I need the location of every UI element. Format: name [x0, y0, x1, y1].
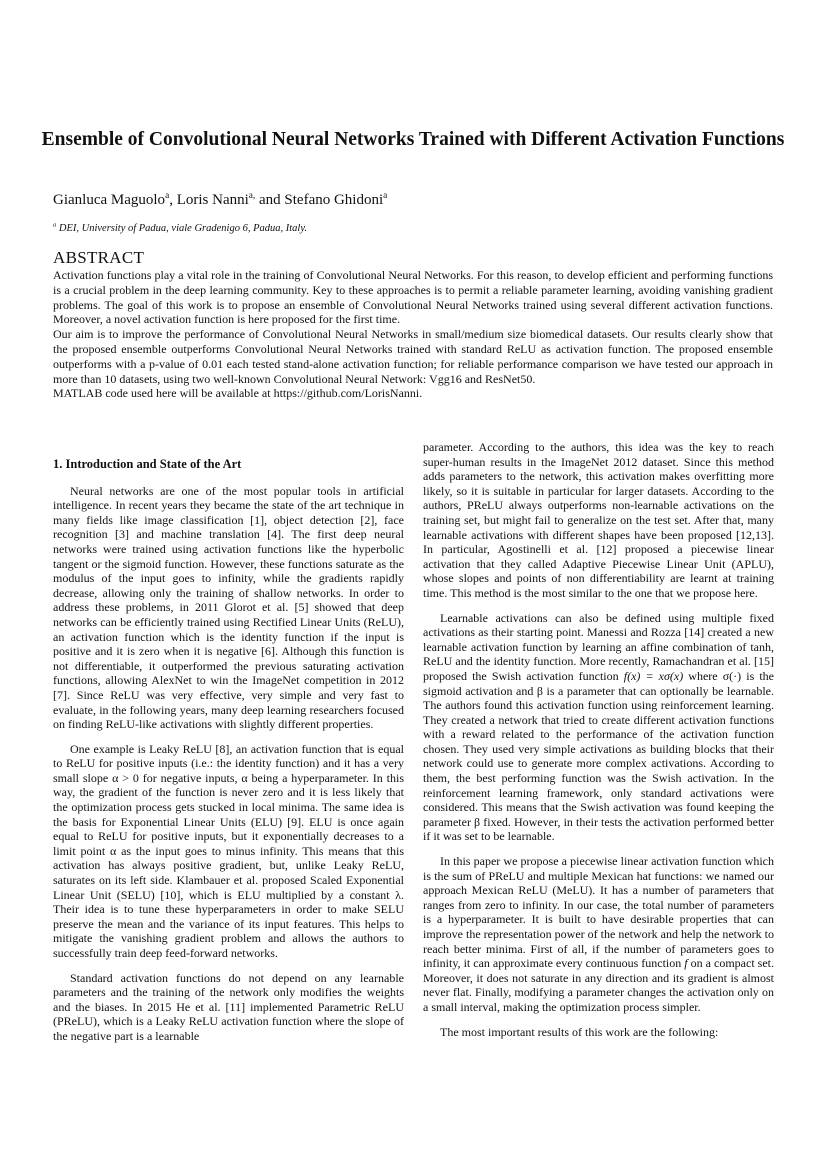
swish-formula: f(x) = xσ(x): [623, 668, 684, 683]
abstract-body: [53, 268, 773, 401]
affiliation-text: DEI, University of Padua, viale Gradenigo 6, Padua, Italy.: [56, 223, 308, 234]
author-separator: and: [255, 192, 285, 208]
body-paragraph: One example is Leaky ReLU [8], an activation function that is equal to ReLU for positive inputs (i.e.: the identity function) and it has a very small slope α > 0 for negative inputs, α being a hyperparameter. In this way, the gradient of the function is never zero and it is less likely that the optimization process gets stucked in local minima. The same idea is the basis for Exponential Linear Units (ELU) [9]. ELU is once again equal to ReLU for positive inputs, but it exponentially decreases to a limit point α as the input goes to minus infinity. This means that this activation has always positive gradient, but, unlike Leaky ReLU, saturates on its left side. Klambauer et al. proposed Scaled Exponential Linear Unit (SELU) [10], which is ELU multiplied by a constant λ. Their idea is to tune these hyperparameters in order to make SELU preserve the mean and the variance of its input features. This helps to mitigate the vanishing gradient problem and allows the authors to successfully train deep feed-forward networks.: [53, 741, 404, 960]
author-name: Loris Nanni: [176, 192, 249, 208]
abstract-paragraph: MATLAB code used here will be available at https://github.com/LorisNanni.: [53, 386, 423, 401]
body-paragraph: [423, 611, 774, 845]
abstract-paragraph: Activation functions play a vital role in the training of Convolutional Neural Networks. For this reason, to develop efficient and performing functions is a crucial problem in the deep learning community. Key to these approaches is to permit a reliable parameter learning, avoiding vanishing gradient problems. The goal of this work is to propose an ensemble of Convolutional Neural Networks trained using several different activation functions. Moreover, a novel activation function is here proposed for the first time.: [53, 268, 773, 327]
author-name: Gianluca Maguolo: [53, 192, 166, 208]
body-paragraph: Neural networks are one of the most popular tools in artificial intelligence. In recent years they became the state of the art technique in many fields like image classification [1], object detection [2], face recognition [3] and machine translation [4]. The first deep neural networks were trained using activation functions like the hyperbolic tangent or the sigmoid function. However, these functions saturate as the modulus of the input goes to infinity, while the gradients rapidly decrease, allowing only the training of shallow networks. In order to address these problems, in 2011 Glorot et al. [5] showed that deep networks can be efficiently trained using Rectified Linear Units (ReLU), an activation function which is the identity function if the input is positive and it is zero when it is negative [6]. Although this function is not differentiable, it outperformed the previous saturating activation functions, allowing AlexNet to win the ImageNet competition in 2012 [7]. Since ReLU was very effective, very simple and very fast to evaluate, in the following years, many deep learning researchers focused on finding ReLU-like activations with slightly different properties.: [53, 483, 404, 732]
left-column: [53, 457, 404, 1054]
author-list: [53, 190, 387, 210]
abstract-heading: ABSTRACT: [53, 248, 145, 267]
paragraph-text: In this paper we propose a piecewise linear activation function which is the sum of PReLU and multiple Mexican hat functions: we named our approach Mexican ReLU (MeLU). It has a number of parameters that ranges from zero to infinity. In our case, the total number of parameters is a hyperparameter. It is built to have desirable properties that can improve the representation power of the network and help the network to reach better minima. First of all, if the number of parameters goes to infinity, it can approximate every continuous function: [423, 854, 774, 971]
author-affiliation-mark: a: [165, 191, 170, 201]
body-paragraph: parameter. According to the authors, this idea was the key to reach super-human results in the ImageNet 2012 dataset. Since this method adds parameters to the network, this activation makes overfitting more likely, so it is suitable in particular for larger datasets. According to the authors, PReLU always outperforms non-learnable activations on the training set, but might fail to generalize on the test set. After that, many learnable activations with different shapes have been proposed [12,13]. In particular, Agostinelli et al. [12] proposed a piecewise linear activation that they called Adaptive Piecewise Linear Unit (APLU), whose slopes and points of non differentiability are learnt at training time. This method is the most similar to the one that we propose here.: [423, 440, 774, 600]
function-symbol: f: [684, 956, 688, 971]
abstract-paragraph: Our aim is to improve the performance of Convolutional Neural Networks in small/medium size biomedical datasets. Our results clearly show that the proposed ensemble outperforms Convolutional Neural Networks trained with standard ReLU as activation function. The proposed ensemble outperforms with a p-value of 0.01 each tested stand-alone activation function; for reliable performance comparison we have tested our approach in more than 10 datasets, using two well-known Convolutional Neural Network: Vgg16 and ResNet50.: [53, 327, 773, 386]
body-paragraph: Standard activation functions do not depend on any learnable parameters and the training of the network only modifies the weights and the biases. In 2015 He et al. [11] implemented Parametric ReLU (PReLU), which is a Leaky ReLU activation function where the slope of the negative part is a learnable: [53, 970, 404, 1043]
body-paragraph: [423, 854, 774, 1015]
affiliation: [53, 223, 307, 234]
right-column: [423, 440, 774, 1049]
author-name: Stefano Ghidoni: [284, 192, 384, 208]
paragraph-text: where σ(·) is the sigmoid activation and β is a parameter that can optionally be learnable. The authors found this activation function using reinforcement learning. They created a network that tried to create different activation functions with a reward related to the performance of the activation function chosen. They used very simple activations as building blocks that their network could use to generate more complex activations. According to them, the best performing function was the Swish activation. In the reinforcement learning framework, only standard activations were considered. This means that the Swish activation was found keeping the parameter β fixed. However, in their tests the activation performed better if it was set to be learnable.: [423, 668, 774, 844]
paragraph-text: on a compact set. Moreover, it does not saturate in any direction and its gradient is almost never flat. Finally, modifying a parameter changes the activation only on a small interval, making the optimization process simpler.: [423, 956, 774, 1014]
section-heading: 1. Introduction and State of the Art: [53, 457, 242, 471]
paper-title: Ensemble of Convolutional Neural Networks Trained with Different Activation Functions: [41, 129, 785, 150]
author-separator: ,: [169, 192, 177, 208]
affiliation-mark: a: [53, 221, 57, 229]
body-paragraph: The most important results of this work are the following:: [440, 1024, 719, 1039]
author-affiliation-mark: a,: [248, 191, 256, 201]
paragraph-text: Learnable activations can also be defined using multiple fixed activations as their starting point. Manessi and Rozza [14] created a new learnable activation function by learning an affine combination of tanh, ReLU and the identity function. More recently, Ramachandran et al. [15] proposed the Swish activation function: [423, 610, 774, 683]
author-affiliation-mark: a: [383, 191, 388, 201]
